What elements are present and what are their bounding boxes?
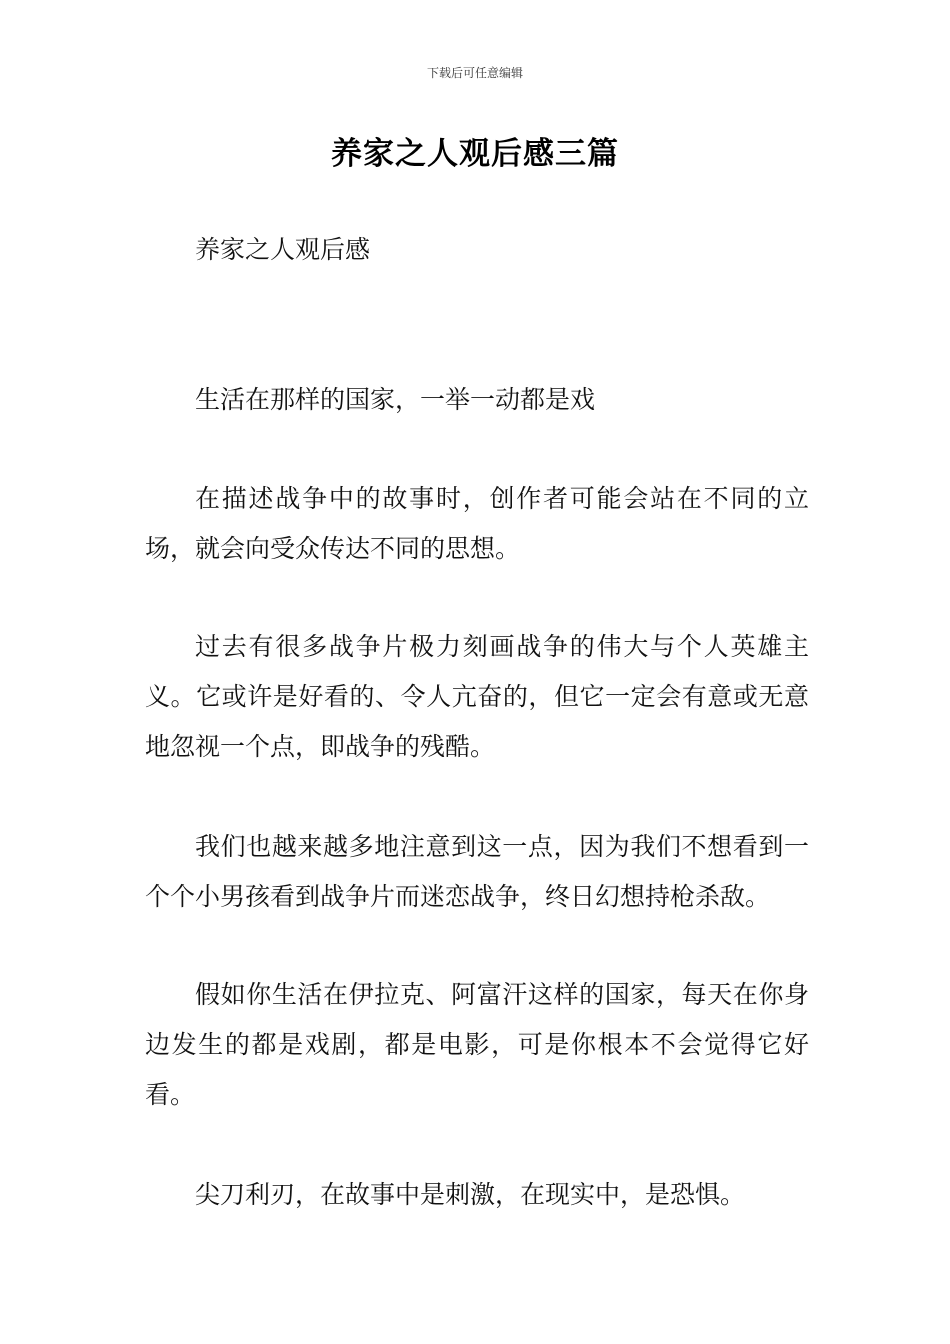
document-title: 养家之人观后感三篇 xyxy=(331,136,619,172)
header-note: 下载后可任意编辑 xyxy=(426,66,523,80)
paragraph: 尖刀利刃，在故事中是刺激，在现实中，是恐惧。 xyxy=(195,1180,746,1209)
paragraph: 生活在那样的国家，一举一动都是戏 xyxy=(195,385,596,414)
paragraph: 在描述战争中的故事时，创作者可能会站在不同的立场，就会向受众传达不同的思想。 xyxy=(145,484,809,563)
paragraph: 养家之人观后感 xyxy=(195,235,371,264)
paragraph: 假如你生活在伊拉克、阿富汗这样的国家，每天在你身边发生的都是戏剧，都是电影，可是你根本不会觉得它好看。 xyxy=(145,980,809,1109)
paragraph: 我们也越来越多地注意到这一点，因为我们不想看到一个个小男孩看到战争片而迷恋战争，终日幻想持枪杀敌。 xyxy=(145,832,809,911)
paragraph: 过去有很多战争片极力刻画战争的伟大与个人英雄主义。它或许是好看的、令人亢奋的，但它一定会有意或无意地忽视一个点，即战争的残酷。 xyxy=(145,632,809,761)
